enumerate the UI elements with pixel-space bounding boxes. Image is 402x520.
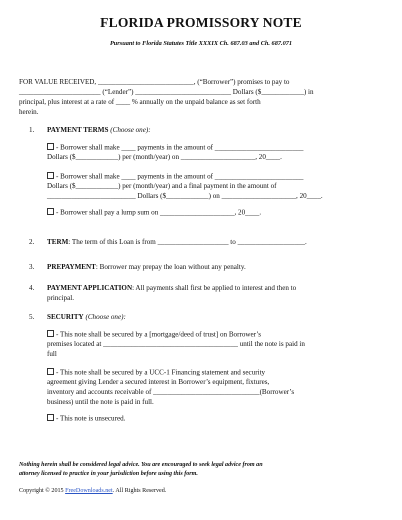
disclaimer-line-1: Nothing herein shall be considered legal advice. You are encouraged to seek legal advice from an xyxy=(19,462,263,468)
security-note: (Choose one): xyxy=(85,313,126,321)
security-option-2 xyxy=(47,368,377,378)
payment-option-2-checkbox[interactable] xyxy=(47,172,54,179)
section-3-number: 3. xyxy=(29,263,35,271)
section-payment-terms-heading xyxy=(47,126,377,136)
copyright-prefix: Copyright © 2015 xyxy=(19,488,66,494)
security-option-3-checkbox[interactable] xyxy=(47,414,54,421)
term-label: TERM xyxy=(47,238,69,246)
freedownloads-link[interactable]: FreeDownloads.net xyxy=(65,488,113,494)
payment-terms-label: PAYMENT TERMS xyxy=(47,126,109,134)
payment-application-text-2: principal. xyxy=(47,294,74,302)
security-option-2-line-1: - This note shall be secured by a UCC-1 Financing statement and security xyxy=(56,368,266,377)
document-title: FLORIDA PROMISSORY NOTE xyxy=(100,15,302,30)
section-payment-application xyxy=(47,284,377,294)
security-option-1-checkbox[interactable] xyxy=(47,330,54,337)
intro-line-4: herein. xyxy=(19,108,39,116)
term-text: : The term of this Loan is from ____________________ to ___________________. xyxy=(68,238,307,246)
intro-line-3: principal, plus interest at a rate of ____ % annually on the unpaid balance as set forth xyxy=(19,98,261,106)
security-option-2-line-3: inventory and accounts receivable of ______________________________(Borrower’s xyxy=(47,388,295,396)
payment-option-1-line-1: - Borrower shall make ____ payments in the amount of _________________________ xyxy=(56,143,304,152)
section-security-heading xyxy=(47,313,377,323)
section-2-number: 2. xyxy=(29,238,35,246)
payment-terms-note: (Choose one): xyxy=(110,126,151,134)
security-option-1 xyxy=(47,330,377,340)
copyright-suffix: . All Rights Reserved. xyxy=(112,488,167,494)
security-option-1-line-2: premises located at ______________________________________ until the note is paid in xyxy=(47,340,305,348)
security-option-3 xyxy=(47,414,377,424)
intro-line-1: FOR VALUE RECEIVED, ___________________________, (“Borrower”) promises to pay to xyxy=(19,78,290,86)
payment-option-2-line-1: - Borrower shall make ____ payments in the amount of _________________________ xyxy=(56,172,304,181)
prepayment-label: PREPAYMENT xyxy=(47,263,96,271)
payment-option-3-checkbox[interactable] xyxy=(47,208,54,215)
security-option-2-line-4: business) until the note is paid in full. xyxy=(47,398,154,406)
security-option-2-checkbox[interactable] xyxy=(47,368,54,375)
intro-line-2: _______________________ (“Lender”) ___________________________ Dollars ($____________) in xyxy=(19,88,314,96)
security-option-1-line-1: - This note shall be secured by a [mortgage/deed of trust] on Borrower’s xyxy=(56,330,262,339)
disclaimer-line-2: attorney licensed to practice in your jurisdiction before using this form. xyxy=(19,470,198,477)
payment-option-2-line-3: _________________________ Dollars ($____________) on _____________________, 20____. xyxy=(47,192,323,200)
section-term xyxy=(47,238,377,248)
payment-application-text-1: : All payments shall first be applied to interest and then to xyxy=(132,284,297,292)
payment-option-3 xyxy=(47,208,377,218)
payment-option-1-checkbox[interactable] xyxy=(47,143,54,150)
payment-application-label: PAYMENT APPLICATION xyxy=(47,284,133,292)
legal-disclaimer xyxy=(19,461,384,478)
payment-option-3-line-1: - Borrower shall pay a lump sum on _____________________, 20____. xyxy=(56,208,262,217)
security-option-3-line-1: - This note is unsecured. xyxy=(56,414,126,423)
security-label: SECURITY xyxy=(47,313,84,321)
payment-option-2-line-2: Dollars ($____________) per (month/year) and a final payment in the amount of xyxy=(47,182,277,190)
copyright-footer xyxy=(19,488,166,494)
section-1-number: 1. xyxy=(29,126,35,134)
payment-option-1-line-2: Dollars ($____________) per (month/year) on _____________________, 20____. xyxy=(47,153,282,161)
section-prepayment xyxy=(47,263,377,273)
prepayment-text: : Borrower may prepay the loan without any penalty. xyxy=(95,263,246,271)
section-5-number: 5. xyxy=(29,313,35,321)
payment-option-2 xyxy=(47,172,377,182)
payment-option-1 xyxy=(47,143,377,153)
section-4-number: 4. xyxy=(29,284,35,292)
document-subtitle: Pursuant to Florida Statutes Title XXXIX Ch. 687.03 and Ch. 687.071 xyxy=(109,40,293,47)
security-option-1-line-3: full xyxy=(47,350,57,358)
security-option-2-line-2: agreement giving Lender a secured interest in Borrower’s equipment, fixtures, xyxy=(47,378,270,386)
